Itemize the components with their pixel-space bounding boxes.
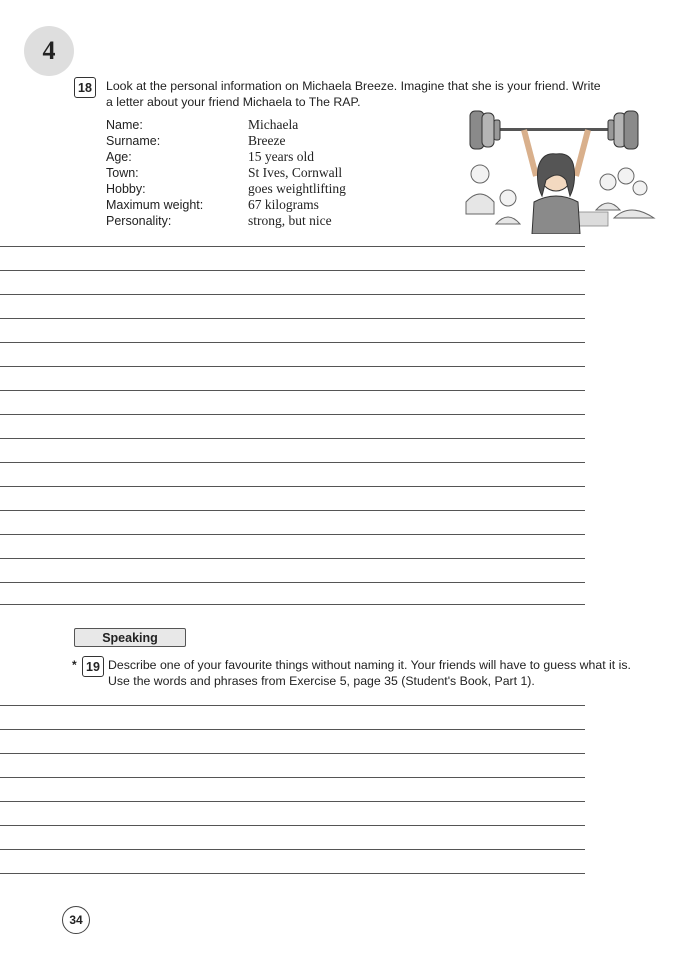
page-number: 34: [69, 913, 83, 927]
writing-line[interactable]: [0, 510, 585, 511]
writing-line[interactable]: [0, 270, 585, 271]
barbell-icon: [470, 111, 638, 149]
info-value: strong, but nice: [248, 213, 332, 228]
writing-line[interactable]: [0, 462, 585, 463]
exercise-18-number: 18: [74, 77, 96, 98]
writing-line[interactable]: [0, 534, 585, 535]
writing-line[interactable]: [0, 604, 585, 605]
info-value: St Ives, Cornwall: [248, 165, 343, 180]
writing-line[interactable]: [0, 414, 585, 415]
writing-line[interactable]: [0, 366, 585, 367]
writing-line[interactable]: [0, 582, 585, 583]
info-label: Surname:: [106, 134, 161, 148]
spectator-right-icon: [596, 168, 654, 218]
writing-line[interactable]: [0, 873, 585, 874]
info-label: Personality:: [106, 214, 172, 228]
info-value: 67 kilograms: [248, 197, 319, 212]
writing-line[interactable]: [0, 729, 585, 730]
info-value: goes weightlifting: [248, 181, 346, 196]
optional-star-marker: *: [72, 658, 77, 672]
speaking-label: Speaking: [102, 630, 158, 645]
exercise-19-instruction-line-1: Describe one of your favourite things without naming it. Your friends will have to guess what it is.: [108, 658, 631, 672]
writing-line[interactable]: [0, 705, 585, 706]
page-number-badge: [62, 906, 90, 934]
info-value: Michaela: [248, 117, 299, 132]
unit-number: 4: [42, 36, 56, 65]
writing-line[interactable]: [0, 849, 585, 850]
writing-line[interactable]: [0, 438, 585, 439]
writing-line[interactable]: [0, 342, 585, 343]
exercise-18-instruction-line-2: a letter about your friend Michaela to The RAP.: [106, 95, 361, 109]
spectator-left-icon: [466, 165, 520, 224]
writing-line[interactable]: [0, 825, 585, 826]
writing-line[interactable]: [0, 777, 585, 778]
exercise-19-number: 19: [82, 656, 104, 677]
weightlifter-figure: [524, 130, 588, 234]
info-value: Breeze: [248, 133, 286, 148]
writing-line[interactable]: [0, 390, 585, 391]
writing-line[interactable]: [0, 486, 585, 487]
writing-line[interactable]: [0, 246, 585, 247]
info-label: Maximum weight:: [106, 198, 204, 212]
exercise-19-instruction-line-2: Use the words and phrases from Exercise 5, page 35 (Student's Book, Part 1).: [108, 674, 535, 688]
info-label: Age:: [106, 150, 132, 164]
info-label: Hobby:: [106, 182, 146, 196]
writing-line[interactable]: [0, 801, 585, 802]
writing-line[interactable]: [0, 294, 585, 295]
exercise-18-instruction-line-1: Look at the personal information on Michaela Breeze. Imagine that she is your friend. Write: [106, 79, 601, 93]
speaking-section-label: [74, 628, 186, 647]
writing-line[interactable]: [0, 558, 585, 559]
info-label: Name:: [106, 118, 143, 132]
info-label: Town:: [106, 166, 139, 180]
weightlifter-illustration: [458, 102, 658, 234]
unit-number-badge: [24, 26, 74, 76]
writing-line[interactable]: [0, 318, 585, 319]
writing-line[interactable]: [0, 753, 585, 754]
info-value: 15 years old: [248, 149, 314, 164]
